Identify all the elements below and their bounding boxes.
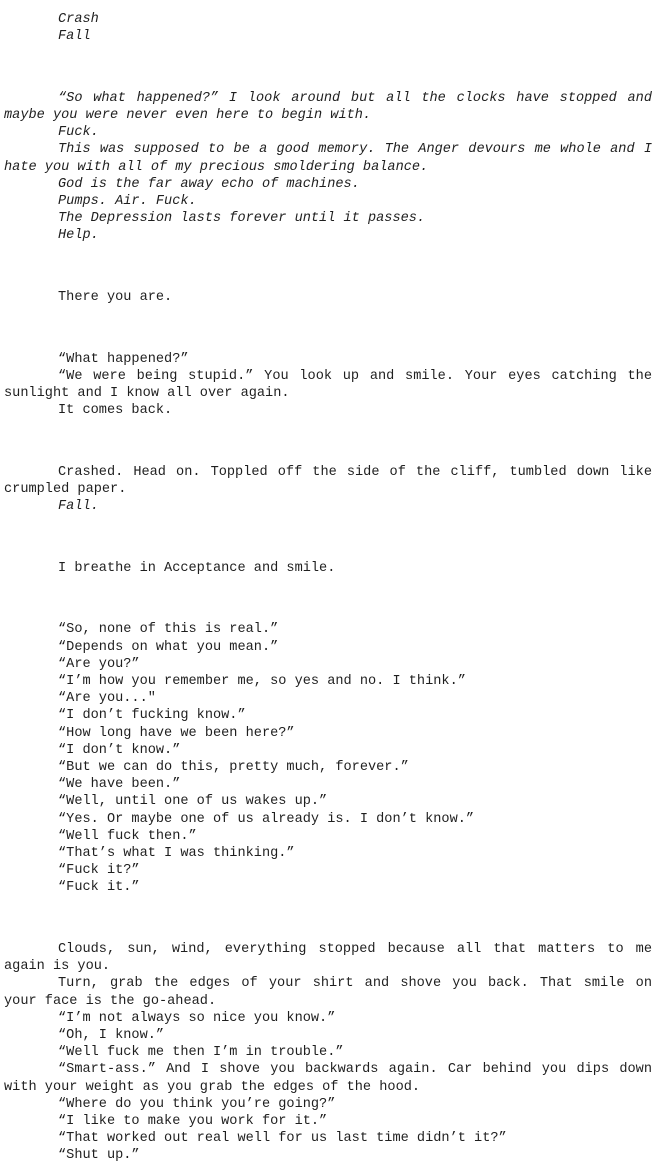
blank-line (4, 910, 652, 927)
paragraph: “I like to make you work for it.” (58, 1113, 328, 1129)
paragraph: “What happened?” (58, 351, 189, 367)
blank-line (4, 320, 652, 337)
paragraph: “Smart-ass.” And I shove you backwards again. Car behind you dips down with your weight as you grab the edges of the hood. (4, 1062, 652, 1095)
paragraph: “So what happened?” I look around but all the clocks have stopped and maybe you were never even here to begin with. (4, 90, 652, 123)
blank-line (4, 258, 652, 275)
paragraph: “I don’t know.” (58, 742, 181, 758)
document-page (4, 11, 652, 1165)
paragraph: “Depends on what you mean.” (58, 639, 279, 655)
paragraph: “I’m not always so nice you know.” (58, 1010, 336, 1026)
paragraph: “Fuck it.” (58, 880, 140, 896)
paragraph: “Shut up.” (58, 1148, 140, 1164)
paragraph: Fall (58, 29, 91, 45)
paragraph: “That’s what I was thinking.” (58, 845, 295, 861)
paragraph: Crashed. Head on. Toppled off the side of the cliff, tumbled down like crumpled paper. (4, 464, 652, 497)
paragraph: “How long have we been here?” (58, 725, 295, 741)
paragraph: God is the far away echo of machines. (58, 176, 360, 192)
paragraph: Crash (58, 12, 99, 27)
paragraph: “I don’t fucking know.” (58, 708, 246, 724)
paragraph: Fall. (58, 499, 99, 515)
paragraph: I breathe in Acceptance and smile. (58, 560, 336, 576)
blank-line (4, 433, 652, 450)
paragraph: “Well, until one of us wakes up.” (58, 794, 328, 810)
paragraph: “But we can do this, pretty much, forever.” (58, 759, 409, 775)
paragraph: “I’m how you remember me, so yes and no. I think.” (58, 673, 466, 689)
paragraph: “We have been.” (58, 777, 181, 793)
paragraph: “So, none of this is real.” (58, 622, 279, 638)
paragraph: The Depression lasts forever until it passes. (58, 211, 426, 227)
paragraph: “Yes. Or maybe one of us already is. I don’t know.” (58, 811, 475, 827)
paragraph: “We were being stupid.” You look up and smile. Your eyes catching the sunlight and I know all over again. (4, 368, 652, 401)
paragraph: Turn, grab the edges of your shirt and shove you back. That smile on your face is the go-ahead. (4, 976, 652, 1009)
paragraph: There you are. (58, 289, 173, 305)
paragraph: “Well fuck me then I’m in trouble.” (58, 1045, 344, 1061)
paragraph: “Well fuck then.” (58, 828, 197, 844)
blank-line (4, 591, 652, 608)
paragraph: “Fuck it?” (58, 863, 140, 879)
paragraph: “Are you..." (58, 691, 156, 707)
paragraph: It comes back. (58, 403, 173, 419)
paragraph: “Where do you think you’re going?” (58, 1096, 336, 1112)
blank-line (4, 529, 652, 546)
paragraph: Clouds, sun, wind, everything stopped because all that matters to me again is you. (4, 941, 652, 975)
paragraph: This was supposed to be a good memory. The Anger devours me whole and I hate you with all of my precious smoldering balance. (4, 142, 652, 175)
paragraph: “Are you?” (58, 656, 140, 672)
paragraph: Pumps. Air. Fuck. (58, 194, 197, 209)
paragraph: Fuck. (58, 125, 99, 141)
paragraph: Help. (58, 228, 99, 244)
paragraph: “That worked out real well for us last time didn’t it?” (58, 1131, 507, 1147)
blank-line (4, 59, 652, 76)
paragraph: “Oh, I know.” (58, 1027, 165, 1043)
